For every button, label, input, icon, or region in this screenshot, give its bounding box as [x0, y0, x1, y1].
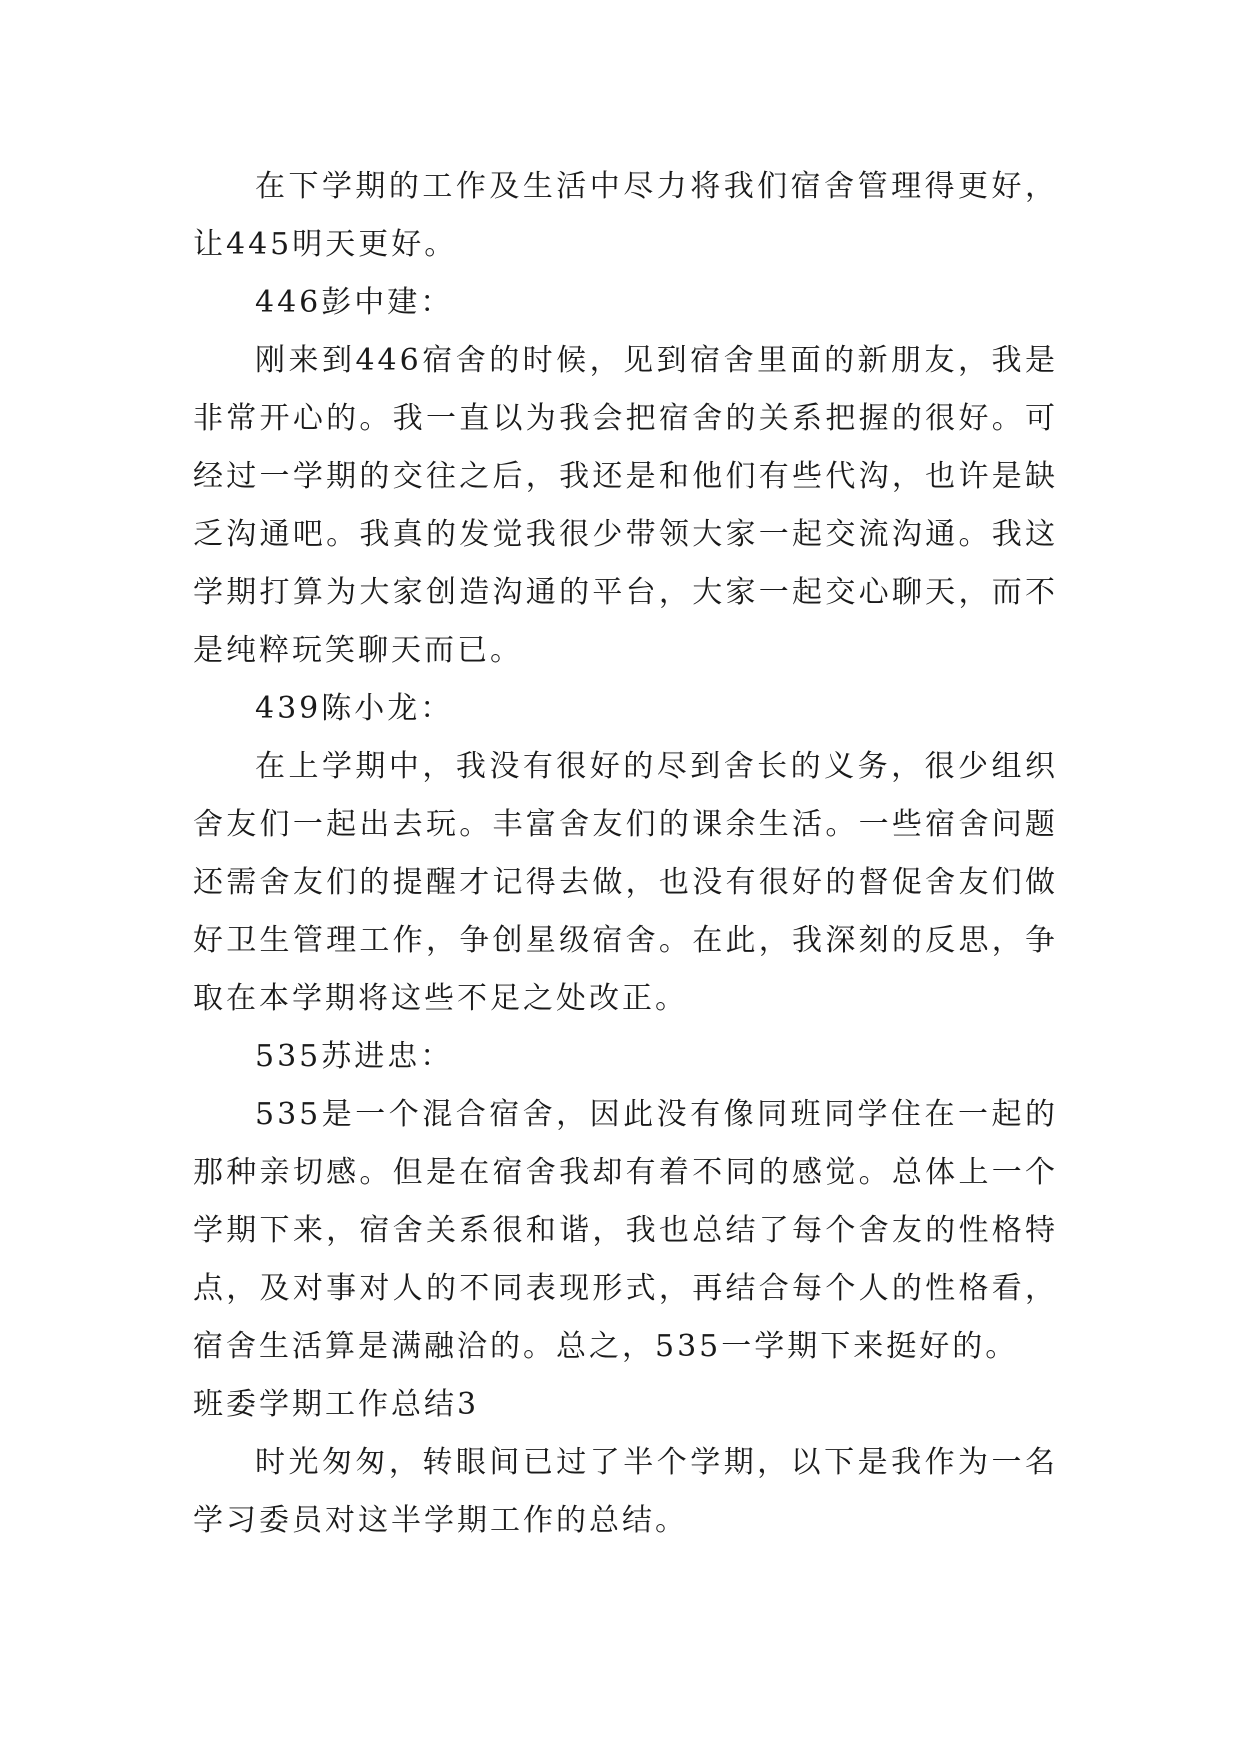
document-body	[193, 158, 1058, 1550]
paragraph: 刚来到446宿舍的时候，见到宿舍里面的新朋友，我是非常开心的。我一直以为我会把宿舍的关系把握的很好。可经过一学期的交往之后，我还是和他们有些代沟，也许是缺乏沟通吧。我真的发觉我很少带领大家一起交流沟通。我这学期打算为大家创造沟通的平台，大家一起交心聊天，而不是纯粹玩笑聊天而已。	[193, 343, 1058, 668]
section-heading: 班委学期工作总结3	[193, 1387, 480, 1422]
paragraph: 时光匆匆，转眼间已过了半个学期，以下是我作为一名学习委员对这半学期工作的总结。	[193, 1445, 1058, 1538]
paragraph: 535是一个混合宿舍，因此没有像同班同学住在一起的那种亲切感。但是在宿舍我却有着不同的感觉。总体上一个学期下来，宿舍关系很和谐，我也总结了每个舍友的性格特点，及对事对人的不同表现形式，再结合每个人的性格看，宿舍生活算是满融洽的。总之，535一学期下来挺好的。	[193, 1097, 1058, 1364]
speaker-label: 439陈小龙：	[255, 691, 454, 726]
speaker-label: 535苏进忠：	[255, 1039, 454, 1074]
paragraph: 在上学期中，我没有很好的尽到舍长的义务，很少组织舍友们一起出去玩。丰富舍友们的课余生活。一些宿舍问题还需舍友们的提醒才记得去做，也没有很好的督促舍友们做好卫生管理工作，争创星级宿舍。在此，我深刻的反思，争取在本学期将这些不足之处改正。	[193, 749, 1058, 1016]
speaker-label: 446彭中建：	[255, 285, 454, 320]
paragraph: 在下学期的工作及生活中尽力将我们宿舍管理得更好，让445明天更好。	[193, 169, 1058, 262]
